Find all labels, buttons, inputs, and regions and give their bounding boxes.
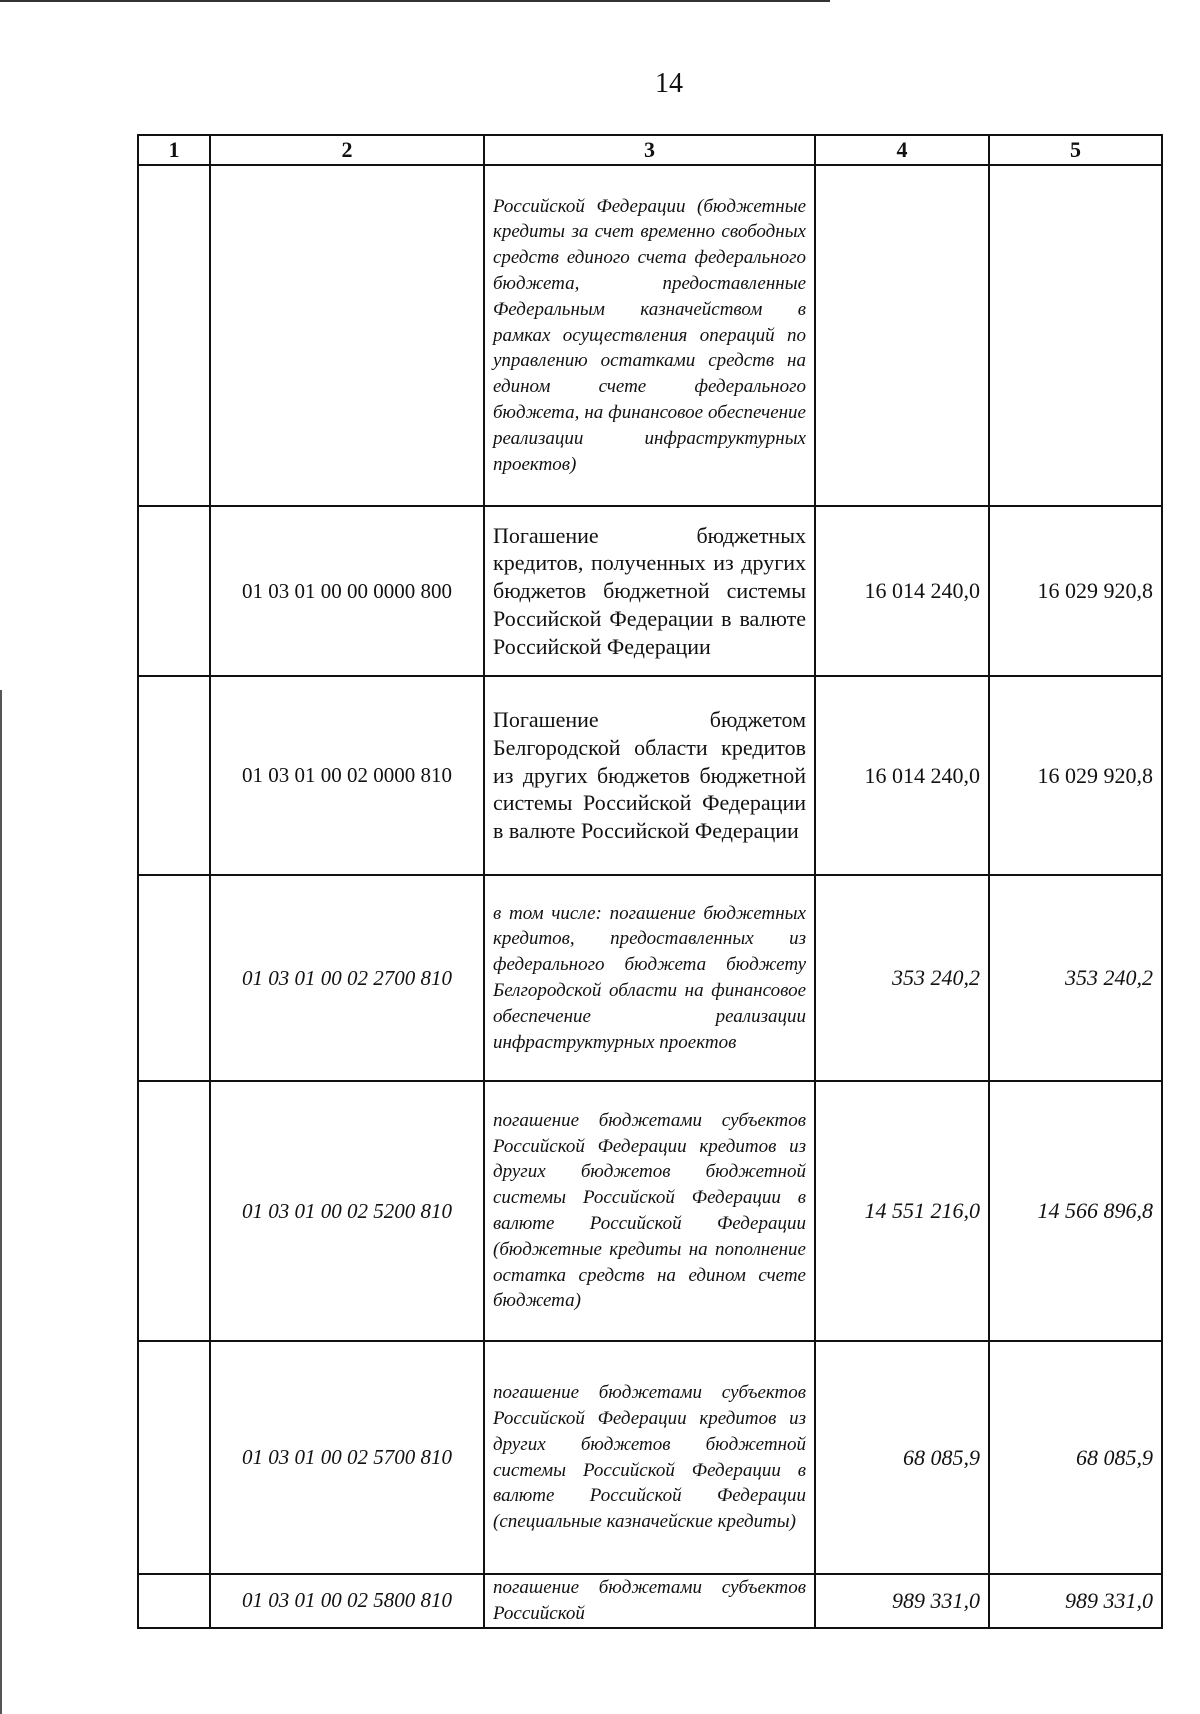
table-row bbox=[138, 506, 1162, 676]
row-number-cell bbox=[138, 1341, 210, 1574]
table-row bbox=[138, 676, 1162, 875]
row-number-cell bbox=[138, 676, 210, 875]
header-col-5: 5 bbox=[989, 135, 1162, 165]
budget-code-cell: 01 03 01 00 02 5200 810 bbox=[210, 1081, 484, 1341]
page-number: 14 bbox=[655, 68, 683, 99]
description-cell: Погашение бюджетом Белгородской области кредитов из других бюджетов бюджетной системы Российской Федерации в валюте Российской Федерации bbox=[484, 676, 815, 875]
budget-code-cell bbox=[210, 165, 484, 506]
budget-code-cell: 01 03 01 00 02 0000 810 bbox=[210, 676, 484, 875]
amount-col5-cell: 16 029 920,8 bbox=[989, 506, 1162, 676]
description-cell: Российской Федерации (бюджетные кредиты за счет временно свободных средств единого счета федерального бюджета, предоставленные Федеральным казначейством в рамках осуществления операций по управлению остатками средств на едином счете федерального бюджета, на финансовое обеспечение реализации инфраструктурных проектов) bbox=[484, 165, 815, 506]
amount-col5-cell: 68 085,9 bbox=[989, 1341, 1162, 1574]
amount-col4-cell: 14 551 216,0 bbox=[815, 1081, 989, 1341]
table-row bbox=[138, 165, 1162, 506]
description-cell: Погашение бюджетных кредитов, полученных из других бюджетов бюджетной системы Российской Федерации в валюте Российской Федерации bbox=[484, 506, 815, 676]
amount-col5-cell: 16 029 920,8 bbox=[989, 676, 1162, 875]
header-col-4: 4 bbox=[815, 135, 989, 165]
row-number-cell bbox=[138, 1574, 210, 1628]
description-cell: в том числе: погашение бюджетных кредитов, предоставленных из федерального бюджета бюджету Белгородской области на финансовое обеспечение реализации инфраструктурных проектов bbox=[484, 875, 815, 1081]
description-cell: погашение бюджетами субъектов Российской bbox=[484, 1574, 815, 1628]
header-col-3: 3 bbox=[484, 135, 815, 165]
description-cell: погашение бюджетами субъектов Российской Федерации кредитов из других бюджетов бюджетной системы Российской Федерации в валюте Российской Федерации (бюджетные кредиты на пополнение остатка средств на едином счете бюджета) bbox=[484, 1081, 815, 1341]
table-row bbox=[138, 1341, 1162, 1574]
amount-col4-cell: 989 331,0 bbox=[815, 1574, 989, 1628]
amount-col4-cell: 68 085,9 bbox=[815, 1341, 989, 1574]
amount-col4-cell: 16 014 240,0 bbox=[815, 676, 989, 875]
budget-code-cell: 01 03 01 00 02 5700 810 bbox=[210, 1341, 484, 1574]
table-row bbox=[138, 1081, 1162, 1341]
description-cell: погашение бюджетами субъектов Российской Федерации кредитов из других бюджетов бюджетной системы Российской Федерации в валюте Российской Федерации (специальные казначейские кредиты) bbox=[484, 1341, 815, 1574]
amount-col5-cell: 14 566 896,8 bbox=[989, 1081, 1162, 1341]
row-number-cell bbox=[138, 506, 210, 676]
table-row bbox=[138, 1574, 1162, 1628]
amount-col5-cell: 353 240,2 bbox=[989, 875, 1162, 1081]
amount-col5-cell bbox=[989, 165, 1162, 506]
budget-code-cell: 01 03 01 00 02 2700 810 bbox=[210, 875, 484, 1081]
budget-code-cell: 01 03 01 00 00 0000 800 bbox=[210, 506, 484, 676]
amount-col4-cell: 16 014 240,0 bbox=[815, 506, 989, 676]
table-row bbox=[138, 875, 1162, 1081]
amount-col4-cell bbox=[815, 165, 989, 506]
budget-sources-table bbox=[137, 134, 1163, 1629]
row-number-cell bbox=[138, 1081, 210, 1341]
amount-col5-cell: 989 331,0 bbox=[989, 1574, 1162, 1628]
row-number-cell bbox=[138, 875, 210, 1081]
header-col-2: 2 bbox=[210, 135, 484, 165]
header-col-1: 1 bbox=[138, 135, 210, 165]
row-number-cell bbox=[138, 165, 210, 506]
scan-border-left bbox=[0, 690, 2, 1714]
amount-col4-cell: 353 240,2 bbox=[815, 875, 989, 1081]
scan-border-top bbox=[0, 0, 830, 2]
budget-code-cell: 01 03 01 00 02 5800 810 bbox=[210, 1574, 484, 1628]
table-header-row bbox=[138, 135, 1162, 165]
